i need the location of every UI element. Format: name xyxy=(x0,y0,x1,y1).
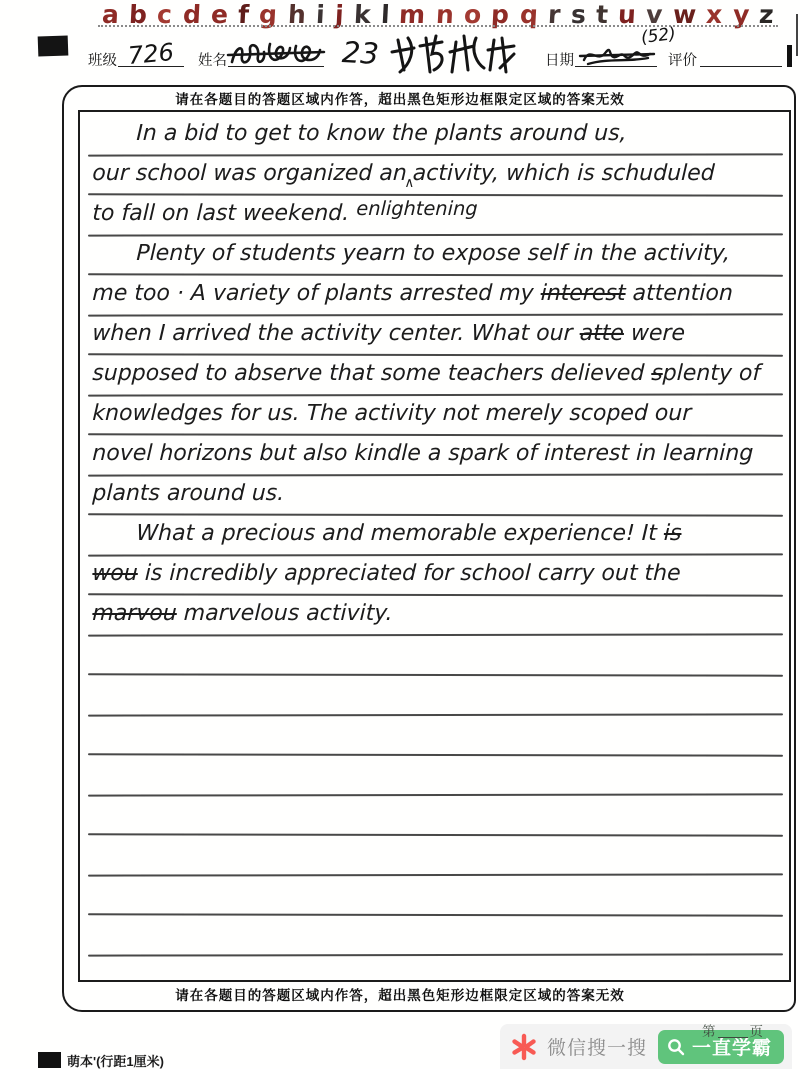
alphabet-letter: f xyxy=(237,0,250,29)
alphabet-dotted-baseline xyxy=(98,25,778,27)
alphabet-letter: b xyxy=(128,0,148,29)
ruled-line xyxy=(88,233,783,236)
alphabet-letter: c xyxy=(156,0,174,29)
ruled-line xyxy=(88,553,783,556)
essay-text: to fall on last weekend. xyxy=(91,201,357,226)
alphabet-letter: v xyxy=(645,0,664,29)
alphabet-letter: d xyxy=(181,0,202,29)
wechat-search-text: 微信搜一搜 xyxy=(547,1038,648,1059)
alphabet-letter: u xyxy=(617,0,637,29)
ruled-line xyxy=(88,673,783,676)
essay-text: supposed to abserve that some teachers delieved xyxy=(91,361,652,386)
registration-tick xyxy=(787,45,792,67)
ruled-line xyxy=(88,873,783,876)
alphabet-letter: s xyxy=(569,0,587,29)
ruled-line xyxy=(88,273,783,276)
alphabet-letter: h xyxy=(286,0,307,29)
struck-word: interest xyxy=(540,281,627,306)
page-suffix: 页 xyxy=(749,1024,763,1039)
answer-inner-box xyxy=(78,110,791,982)
essay-text: In a bid to get to know the plants around us, xyxy=(135,121,628,146)
alphabet-letter: g xyxy=(258,0,279,29)
footer-sheet-type: 萌本'(行距1厘米) xyxy=(67,1054,164,1069)
essay-line xyxy=(92,403,692,425)
essay-text: me too · A variety of plants arrested my xyxy=(91,281,542,306)
struck-word: atte xyxy=(579,321,625,346)
ruled-line xyxy=(88,913,783,916)
ruled-line xyxy=(88,593,783,596)
name-scribble xyxy=(226,36,328,74)
alphabet-letter: q xyxy=(518,0,539,29)
magnifier-icon xyxy=(667,1038,685,1056)
date-note-handwritten: (52) xyxy=(639,23,677,49)
ruled-line xyxy=(88,793,783,796)
essay-text: plants around us. xyxy=(91,481,285,506)
ruled-line xyxy=(88,833,783,836)
ruled-line xyxy=(88,393,783,396)
ruled-line xyxy=(88,473,783,476)
ruled-line xyxy=(88,753,783,756)
struck-word: wou xyxy=(91,561,139,586)
corner-mark-block xyxy=(38,35,69,56)
essay-text: novel horizons but also kindle a spark of interest in learning xyxy=(91,441,754,466)
brand-button-label: 一直学霸 xyxy=(692,1038,773,1059)
essay-text: when I arrived the activity center. What our xyxy=(91,321,581,346)
essay-line xyxy=(92,523,682,545)
ruled-line xyxy=(88,713,783,716)
instruction-bottom: 请在各题目的答题区域内作答，超出黑色矩形边框限定区域的答案无效 xyxy=(175,988,625,1003)
scan-edge-mark xyxy=(796,14,798,56)
essay-text: activity, which is schuduled xyxy=(412,161,716,186)
ruled-line xyxy=(88,953,783,956)
alphabet-letter: r xyxy=(547,0,562,29)
essay-line xyxy=(92,123,627,145)
class-label: 班级 xyxy=(88,53,117,69)
essay-line xyxy=(92,603,393,625)
alphabet-letter: x xyxy=(705,0,724,29)
essay-line xyxy=(91,161,716,191)
page-indicator xyxy=(702,1020,763,1040)
page-number-blank xyxy=(718,1037,748,1038)
alphabet-letter: k xyxy=(352,0,371,29)
alphabet-letter: t xyxy=(595,0,609,29)
alphabet-letter: m xyxy=(398,0,427,29)
essay-text: Plenty of students yearn to expose self in the activity, xyxy=(135,241,731,266)
struck-word: s xyxy=(650,361,664,386)
insertion-caret: ∧ xyxy=(404,175,415,191)
page-prefix: 第 xyxy=(702,1024,716,1039)
essay-line xyxy=(91,197,479,226)
alphabet-letter: i xyxy=(314,0,326,29)
ruled-line xyxy=(88,353,783,356)
alphabet-letter: p xyxy=(490,0,511,29)
roll-number-handwritten: 23 xyxy=(341,35,380,71)
struck-word: marvou xyxy=(91,601,178,626)
eval-label: 评价 xyxy=(668,53,697,69)
alphabet-letter: n xyxy=(435,0,455,29)
ruled-line xyxy=(88,153,783,156)
essay-text: plenty of xyxy=(662,361,761,386)
name-label: 姓名 xyxy=(198,53,227,69)
alphabet-letter: w xyxy=(672,0,697,29)
alphabet-letter: z xyxy=(758,0,775,29)
instruction-top: 请在各题目的答题区域内作答，超出黑色矩形边框限定区域的答案无效 xyxy=(175,92,625,107)
essay-text: What a precious and memorable experience! It xyxy=(135,521,665,546)
essay-text: our school was organized an xyxy=(91,161,408,186)
essay-line xyxy=(92,363,761,385)
ruled-line xyxy=(88,513,783,516)
essay-text: marvelous activity. xyxy=(176,601,394,626)
alphabet-letter: a xyxy=(101,0,120,29)
ruled-line xyxy=(88,433,783,436)
wechat-search-spark-icon xyxy=(510,1033,538,1061)
struck-word: is xyxy=(663,521,682,546)
essay-line xyxy=(92,243,730,265)
alphabet-letter: l xyxy=(379,0,390,29)
ruled-line xyxy=(88,313,783,316)
essay-line xyxy=(92,283,733,305)
alphabet-letter: e xyxy=(210,0,229,29)
essay-line xyxy=(92,443,754,465)
eval-underline xyxy=(700,66,782,67)
alphabet-letter: y xyxy=(732,0,750,29)
essay-text: attention xyxy=(625,281,734,306)
essay-line xyxy=(92,323,685,345)
essay-line xyxy=(92,563,681,585)
alphabet-letter: j xyxy=(333,0,344,29)
essay-line xyxy=(92,483,285,505)
date-label: 日期 xyxy=(545,53,574,69)
essay-text: knowledges for us. The activity not merely scoped our xyxy=(91,401,692,426)
inserted-word: enlightening xyxy=(356,197,479,220)
ruled-line xyxy=(88,633,783,636)
essay-text: is incredibly appreciated for school carry out the xyxy=(137,561,682,586)
class-value-handwritten: 726 xyxy=(126,38,175,70)
essay-text: were xyxy=(623,321,686,346)
title-scribble xyxy=(388,32,520,78)
footer-mark-block xyxy=(38,1052,61,1068)
alphabet-letter: o xyxy=(463,0,482,29)
